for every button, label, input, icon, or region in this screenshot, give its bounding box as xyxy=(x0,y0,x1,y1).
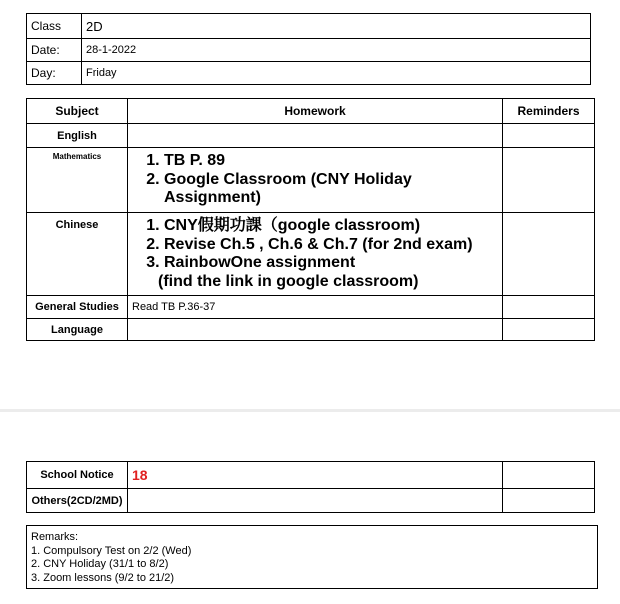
reminders-header: Reminders xyxy=(503,99,595,124)
class-label: Class xyxy=(27,14,82,39)
remarks-title: Remarks: xyxy=(31,531,79,543)
homework-chinese xyxy=(128,213,503,296)
list-item: 2. Google Classroom (CNY Holiday Assignment) xyxy=(164,171,502,208)
remarks-box xyxy=(26,525,598,589)
table-row xyxy=(27,296,595,319)
notice-table xyxy=(26,461,595,513)
class-info-table xyxy=(26,13,591,85)
remark-line: 1. Compulsory Test on 2/2 (Wed) xyxy=(31,544,192,557)
reminder-chinese xyxy=(503,213,595,296)
list-item: 2. Revise Ch.5 , Ch.6 & Ch.7 (for 2nd exam) xyxy=(164,236,502,255)
reminder-language xyxy=(503,319,595,341)
school-notice-extra xyxy=(503,462,595,489)
class-value: 2D xyxy=(82,14,591,39)
subject-language: Language xyxy=(27,319,128,341)
homework-language xyxy=(128,319,503,341)
others-value xyxy=(128,489,503,513)
day-label: Day: xyxy=(27,62,82,85)
homework-table xyxy=(26,98,595,341)
homework-header: Homework xyxy=(128,99,503,124)
reminder-english xyxy=(503,124,595,148)
others-extra xyxy=(503,489,595,513)
homework-english xyxy=(128,124,503,148)
subject-header: Subject xyxy=(27,99,128,124)
others-label: Others(2CD/2MD) xyxy=(27,489,128,513)
table-row xyxy=(27,462,595,489)
table-row xyxy=(27,124,595,148)
subject-general-studies: General Studies xyxy=(27,296,128,319)
reminder-mathematics xyxy=(503,148,595,213)
date-value: 28-1-2022 xyxy=(82,39,591,62)
school-notice-label: School Notice xyxy=(27,462,128,489)
table-row xyxy=(27,213,595,296)
table-row xyxy=(27,148,595,213)
subject-chinese: Chinese xyxy=(27,213,128,296)
table-row xyxy=(27,489,595,513)
reminder-general-studies xyxy=(503,296,595,319)
list-item: 1. TB P. 89 xyxy=(164,152,502,171)
table-row xyxy=(27,319,595,341)
school-notice-value: 18 xyxy=(128,462,503,489)
list-item: 1. CNY假期功課（google classroom) xyxy=(164,217,502,236)
day-value: Friday xyxy=(82,62,591,85)
subject-mathematics: Mathematics xyxy=(27,148,128,213)
remark-line: 2. CNY Holiday (31/1 to 8/2) xyxy=(31,558,169,570)
page-separator xyxy=(0,409,620,412)
homework-general-studies: Read TB P.36-37 xyxy=(128,296,503,319)
subject-english: English xyxy=(27,124,128,148)
list-item: 3. RainbowOne assignment (find the link in google classroom) xyxy=(164,254,502,291)
date-label: Date: xyxy=(27,39,82,62)
homework-mathematics xyxy=(128,148,503,213)
remark-line: 3. Zoom lessons (9/2 to 21/2) xyxy=(31,571,175,584)
